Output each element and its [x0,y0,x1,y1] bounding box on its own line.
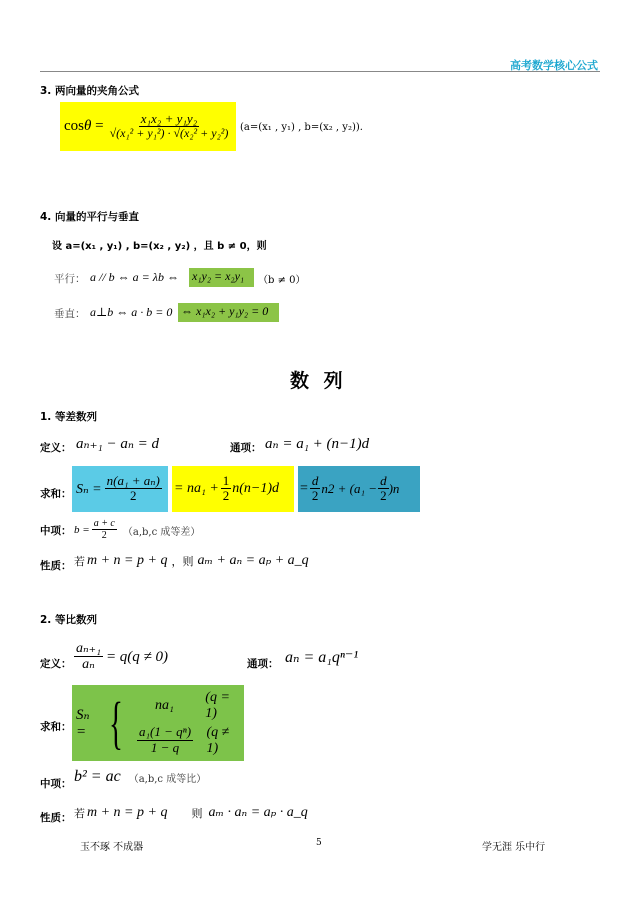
arith-sum2-pre: = na₁ + [174,481,219,496]
geo-case1-cond: (q = 1) [205,689,230,721]
geo-prop-label: 性质： [40,812,72,824]
header-rule [40,71,600,72]
arith-sum-box1 [72,466,168,512]
footer-right: 学无涯 乐中行 [482,842,546,853]
geo-prop-expr [74,804,308,821]
arith-prop-label: 性质： [40,560,72,572]
arith-sum-box2 [172,466,294,512]
arith-sum3-num1: d [311,472,319,488]
arith-mid-note: （a,b,c 成等差） [122,526,201,538]
perp-label: 垂直： [54,308,86,320]
arith-sum1-lhs: Sₙ = [76,481,102,497]
arith-def-expr: aₙ₊₁ − aₙ = d [76,436,160,452]
arith-title: 1. 等差数列 [40,411,97,423]
sec4-setup: 设 a=(x₁ , y₁) , b=(x₂ , y₂) ，且 b ≠ 0，则 [52,241,267,252]
geo-case2-cond: (q ≠ 1) [206,724,230,756]
arith-prop-then: ，则 [171,554,194,568]
geo-def-frac [74,641,103,673]
geo-sum-lhs: Sₙ = [76,707,90,740]
angle-formula-lhs: cosθ = [64,118,104,134]
arith-prop-result: aₘ + aₙ = aₚ + a_q [197,553,309,568]
geo-case2-den: 1 − q [150,739,180,755]
geo-def-expr [74,634,168,680]
arith-mid-expr [74,514,200,546]
angle-formula-fraction [108,112,231,141]
arith-sum3-mid: n2 + (a₁ − [321,481,378,496]
arith-gen-expr: aₙ = a₁ + (n−1)d [265,436,370,452]
geo-case2-num: a₁(1 − qⁿ) [138,724,192,740]
geo-case1-expr: na₁ [154,697,174,713]
arith-prop-cond: m + n = p + q [87,552,168,568]
parallel-cond: （b ≠ 0） [258,275,306,286]
parallel-box: x₁y₂ = x₂y₁ [189,268,254,287]
arith-mid-frac [92,518,117,542]
footer-left: 玉不琢 不成器 [80,842,144,853]
arith-sum2-post: n(n−1)d [232,481,280,496]
arith-mid-num: a + c [93,518,115,530]
geo-gen-expr: aₙ = a₁qⁿ⁻¹ [285,649,359,666]
geo-case2-frac [124,725,207,755]
geo-sum-brace: { [108,690,123,755]
arith-sum3-den1: 2 [311,488,319,504]
arith-sum3-frac1 [310,474,321,504]
arith-sum1-frac [105,474,162,504]
geo-sum-label: 求和： [40,721,72,733]
geo-def-num: aₙ₊₁ [76,640,101,656]
parallel-label: 平行： [54,273,86,285]
arith-mid-den: 2 [101,530,107,542]
arith-mid-lhs: b = [74,524,90,536]
arith-prop-pre: 若 [74,554,85,568]
geo-prop-cond: m + n = p + q [87,804,168,820]
angle-formula-num: x₁x₂ + y₁y₂ [140,110,198,126]
arith-sum2-den: 2 [222,488,230,504]
arith-sum-box3 [298,466,420,512]
page-number: 5 [316,838,322,848]
angle-formula-cond: (a=(x₁ , y₁) , b=(x₂ , y₂)). [240,122,363,133]
sec3-title: 3. 两向量的夹角公式 [40,85,139,97]
arith-mid-label: 中项： [40,525,72,537]
arith-prop-expr [74,552,309,569]
geo-prop-pre: 若 [74,806,85,820]
angle-formula-box [60,102,236,151]
geo-sum-box [72,685,244,761]
geo-prop-then: 则 [191,806,203,820]
geo-mid-note: （a,b,c 成等比） [128,773,207,785]
arith-def-label: 定义： [40,442,72,454]
sec4-title: 4. 向量的平行与垂直 [40,211,139,223]
arith-sum-label: 求和： [40,488,72,500]
geo-sum-cases [124,688,244,758]
geo-sum-case1 [124,690,244,722]
arith-gen-label: 通项： [230,442,262,454]
arith-sum2-frac [221,474,232,504]
geo-prop-result: aₘ · aₙ = aₚ · a_q [208,805,308,820]
arith-sum3-eq: = [300,481,308,496]
geo-mid-formula: b² = ac [74,768,121,785]
geo-def-den: aₙ [82,657,95,673]
arith-sum1-num: n(a₁ + aₙ) [106,472,160,488]
parallel-expr: a // b ⇔ a = λb ⇔ [90,270,179,284]
perp-box: ⇔ x₁x₂ + y₁y₂ = 0 [178,303,279,322]
perp-expr: a⊥b ⇔ a · b = 0 [90,305,173,319]
geo-mid-expr [74,768,206,786]
geo-def-label: 定义： [40,658,72,670]
angle-formula-den: √(x₁² + y₁²) · √(x₂² + y₂²) [109,126,229,141]
header-title: 高考数学核心公式 [510,59,598,72]
arith-sum2-num: 1 [222,472,230,488]
shulie-title: 数 列 [290,370,347,392]
geo-gen-label: 通项： [247,658,279,670]
arith-sum3-post: )n [388,481,400,496]
arith-sum3-den2: 2 [380,488,387,504]
arith-sum1-den: 2 [129,488,137,504]
geo-sum-case2 [124,725,244,757]
arith-sum3-num2: d [380,472,387,488]
geo-def-rhs: = q(q ≠ 0) [105,648,169,665]
geo-mid-label: 中项： [40,778,72,790]
geo-title: 2. 等比数列 [40,614,97,626]
arith-sum3-frac2 [378,474,389,504]
